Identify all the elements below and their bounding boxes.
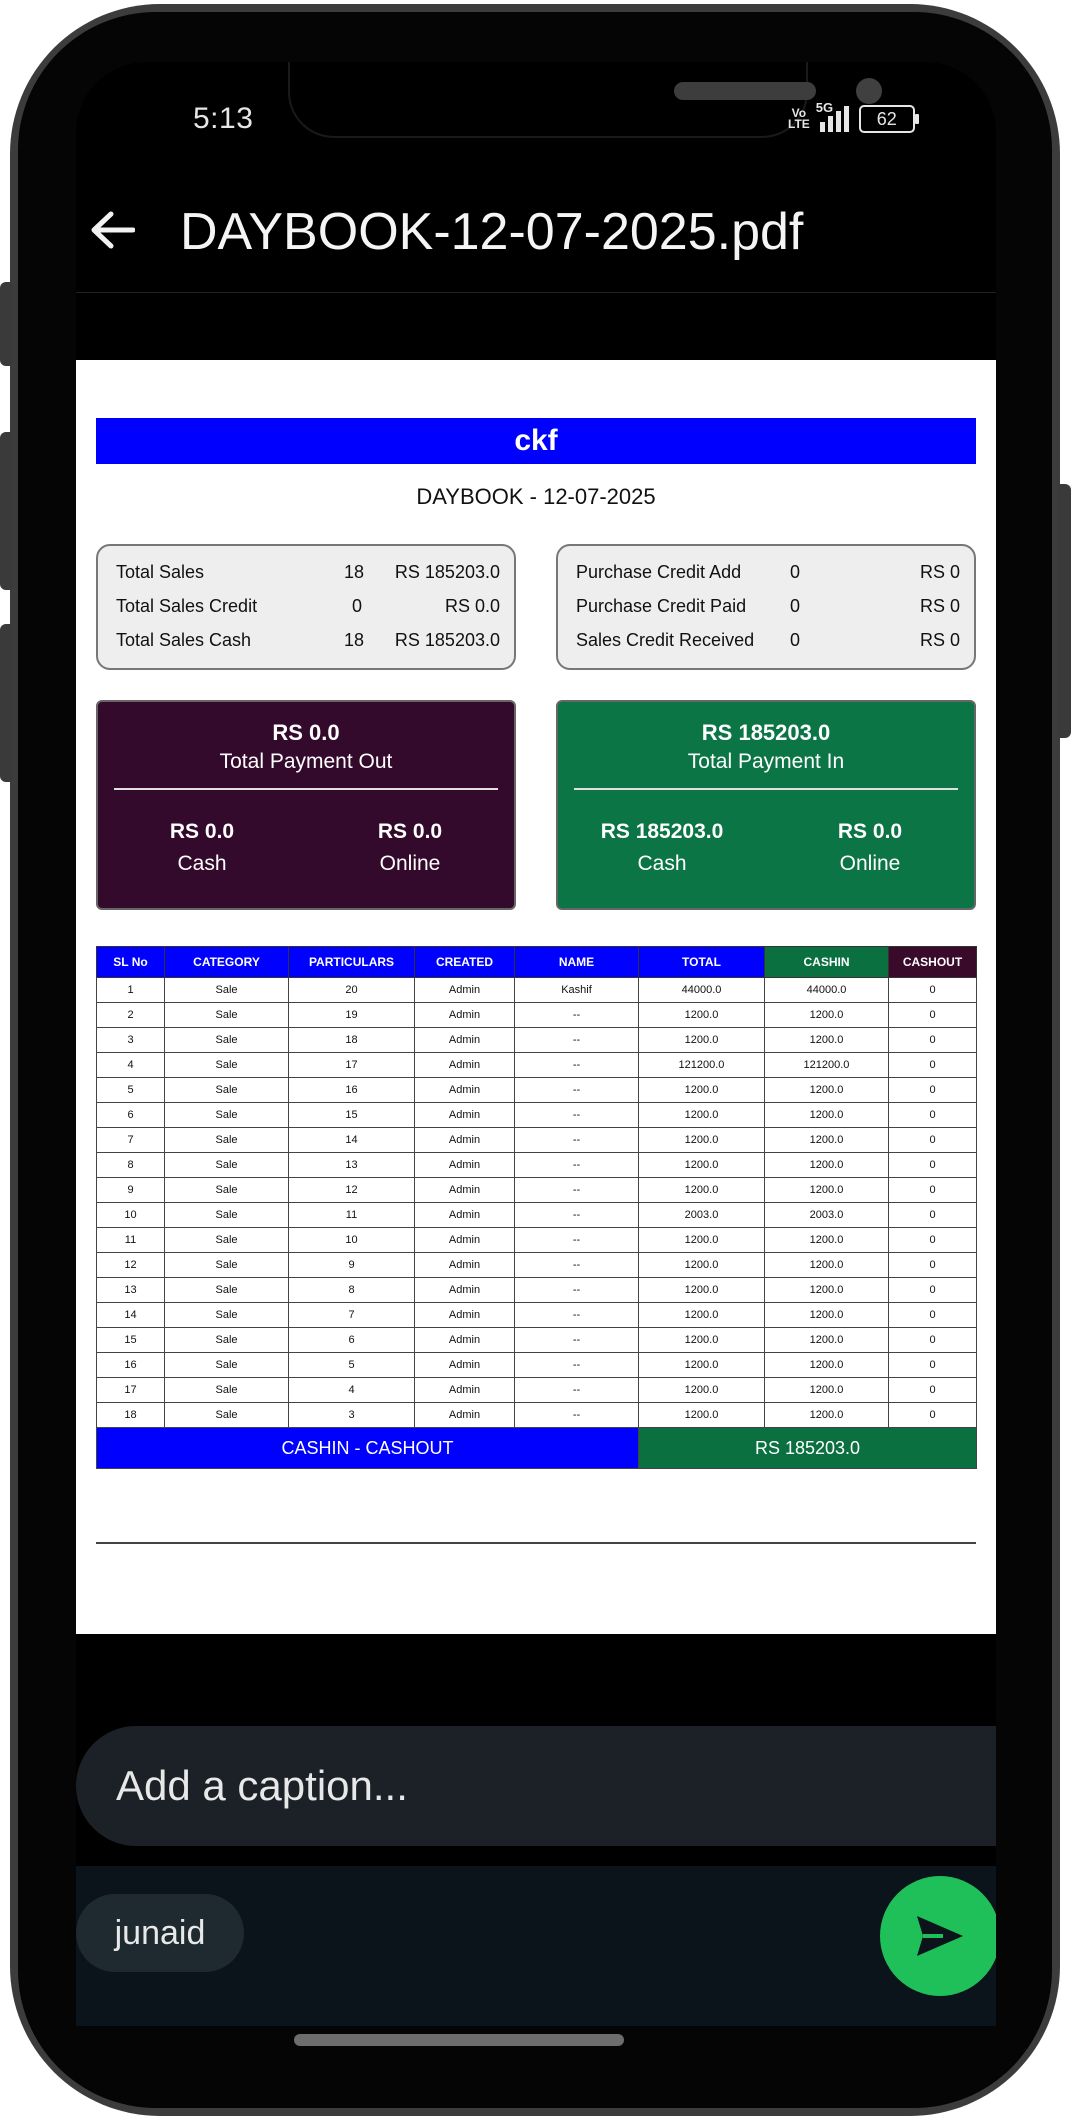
company-banner: ckf (96, 418, 976, 464)
table-cell: 0 (889, 1278, 977, 1303)
card-divider (574, 788, 958, 790)
table-cell: 8 (97, 1153, 165, 1178)
summary-row: Total Sales 18 RS 185203.0 (116, 562, 500, 582)
table-row (97, 1378, 977, 1403)
table-cell: Admin (415, 1203, 515, 1228)
table-cell: -- (515, 1203, 639, 1228)
table-cell: 1200.0 (765, 1003, 889, 1028)
table-cell: Sale (165, 1053, 289, 1078)
table-cell: Sale (165, 1228, 289, 1253)
header-divider (76, 292, 996, 293)
table-cell: 1200.0 (765, 1253, 889, 1278)
table-cell: 11 (289, 1203, 415, 1228)
signal-icon (815, 100, 849, 132)
table-row (97, 1203, 977, 1228)
table-cell: -- (515, 1228, 639, 1253)
table-cell: Sale (165, 1353, 289, 1378)
send-icon (913, 1912, 967, 1960)
column-header: CASHOUT (889, 947, 977, 978)
table-cell: 18 (97, 1403, 165, 1428)
table-cell: 1200.0 (765, 1078, 889, 1103)
table-cell: 16 (97, 1353, 165, 1378)
table-cell: Admin (415, 1403, 515, 1428)
table-cell: 2 (97, 1003, 165, 1028)
table-cell: Admin (415, 1078, 515, 1103)
side-button-volume-down (0, 624, 12, 782)
table-cell: 3 (97, 1028, 165, 1053)
table-cell: -- (515, 1353, 639, 1378)
table-cell: Sale (165, 978, 289, 1003)
table-cell: 13 (97, 1278, 165, 1303)
table-cell: 121200.0 (639, 1053, 765, 1078)
table-cell: Sale (165, 1003, 289, 1028)
table-cell: Sale (165, 1028, 289, 1053)
table-cell: 5 (97, 1078, 165, 1103)
table-cell: -- (515, 1328, 639, 1353)
table-cell: 1200.0 (765, 1153, 889, 1178)
table-cell: 12 (289, 1178, 415, 1203)
table-cell: 15 (289, 1103, 415, 1128)
notch (290, 62, 806, 136)
payment-in-label: Total Payment In (687, 750, 845, 773)
table-cell: Sale (165, 1153, 289, 1178)
table-cell: 1200.0 (639, 1253, 765, 1278)
table-cell: 0 (889, 1353, 977, 1378)
table-cell: 1200.0 (765, 1128, 889, 1153)
table-cell: Sale (165, 1328, 289, 1353)
table-row (97, 1028, 977, 1053)
table-cell: Admin (415, 1303, 515, 1328)
table-cell: -- (515, 1278, 639, 1303)
summary-row: Purchase Credit Add 0 RS 0 (576, 562, 960, 582)
pdf-page-preview[interactable] (76, 360, 996, 1634)
table-cell: 121200.0 (765, 1053, 889, 1078)
table-cell: 11 (97, 1228, 165, 1253)
table-cell: 1200.0 (765, 1228, 889, 1253)
table-cell: 1200.0 (765, 1378, 889, 1403)
table-cell: 0 (889, 1378, 977, 1403)
table-cell: Admin (415, 978, 515, 1003)
table-cell: Admin (415, 1178, 515, 1203)
column-header: SL No (97, 947, 165, 978)
table-row (97, 1153, 977, 1178)
payment-in-amount: RS 185203.0 (701, 720, 831, 745)
table-cell: 10 (97, 1203, 165, 1228)
table-cell: Sale (165, 1203, 289, 1228)
send-button[interactable] (880, 1876, 996, 1996)
table-row (97, 1303, 977, 1328)
table-row (97, 1228, 977, 1253)
table-cell: 44000.0 (765, 978, 889, 1003)
table-cell: 0 (889, 1328, 977, 1353)
table-cell: Admin (415, 1028, 515, 1053)
payment-out-card (96, 700, 516, 910)
table-row (97, 1078, 977, 1103)
viewer-header (76, 180, 996, 280)
table-cell: Admin (415, 1053, 515, 1078)
document-title: DAYBOOK-12-07-2025.pdf (180, 203, 804, 261)
table-cell: 1200.0 (639, 1153, 765, 1178)
table-cell: 0 (889, 1153, 977, 1178)
battery-icon: 62 (859, 105, 915, 133)
table-cell: -- (515, 1078, 639, 1103)
table-cell: Admin (415, 1153, 515, 1178)
table-cell: 1200.0 (639, 1103, 765, 1128)
table-cell: Admin (415, 1278, 515, 1303)
table-cell: Admin (415, 1378, 515, 1403)
table-cell: 1200.0 (765, 1178, 889, 1203)
table-cell: 0 (889, 978, 977, 1003)
table-cell: 4 (97, 1053, 165, 1078)
table-cell: Admin (415, 1328, 515, 1353)
arrow-left-icon (89, 210, 135, 250)
footer-value: RS 185203.0 (639, 1428, 977, 1469)
table-cell: -- (515, 1253, 639, 1278)
table-cell: 2003.0 (639, 1203, 765, 1228)
table-cell: 6 (289, 1328, 415, 1353)
table-cell: -- (515, 1378, 639, 1403)
table-cell: 1200.0 (639, 1353, 765, 1378)
side-button-action (0, 282, 12, 366)
table-cell: 1200.0 (639, 1178, 765, 1203)
payment-in-cash: RS 185203.0 Cash (600, 820, 724, 875)
table-cell: 1200.0 (639, 1078, 765, 1103)
table-cell: 0 (889, 1128, 977, 1153)
table-cell: 1200.0 (765, 1328, 889, 1353)
column-header: CATEGORY (165, 947, 289, 978)
table-cell: Sale (165, 1278, 289, 1303)
table-cell: -- (515, 1403, 639, 1428)
table-cell: -- (515, 1303, 639, 1328)
table-cell: -- (515, 1178, 639, 1203)
table-cell: 1200.0 (639, 1303, 765, 1328)
home-indicator[interactable] (294, 2034, 624, 2046)
summary-row: Total Sales Cash 18 RS 185203.0 (116, 630, 500, 650)
table-header-row (97, 947, 977, 978)
summary-row: Sales Credit Received 0 RS 0 (576, 630, 960, 650)
table-cell: 1200.0 (639, 1003, 765, 1028)
table-cell: 1200.0 (639, 1228, 765, 1253)
table-cell: Admin (415, 1103, 515, 1128)
table-cell: 7 (97, 1128, 165, 1153)
table-cell: Sale (165, 1378, 289, 1403)
table-cell: 0 (889, 1253, 977, 1278)
table-cell: 13 (289, 1153, 415, 1178)
table-cell: Kashif (515, 978, 639, 1003)
table-cell: 14 (289, 1128, 415, 1153)
table-row (97, 1353, 977, 1378)
table-cell: 1200.0 (765, 1278, 889, 1303)
table-row (97, 1278, 977, 1303)
payment-out-label: Total Payment Out (219, 750, 393, 773)
summary-row: Purchase Credit Paid 0 RS 0 (576, 596, 960, 616)
table-cell: 7 (289, 1303, 415, 1328)
payment-out-amount: RS 0.0 (272, 720, 340, 745)
volte-icon: Vo LTE (788, 106, 810, 131)
table-row (97, 978, 977, 1003)
page-rule (96, 1542, 976, 1544)
table-cell: 0 (889, 1228, 977, 1253)
table-cell: 10 (289, 1228, 415, 1253)
table-cell: 18 (289, 1028, 415, 1053)
table-body (97, 978, 977, 1428)
table-cell: 1200.0 (765, 1028, 889, 1053)
table-cell: Admin (415, 1253, 515, 1278)
table-cell: -- (515, 1103, 639, 1128)
table-cell: 1200.0 (765, 1103, 889, 1128)
table-cell: 44000.0 (639, 978, 765, 1003)
table-cell: 19 (289, 1003, 415, 1028)
transactions-table (96, 946, 977, 1469)
table-cell: 1200.0 (639, 1128, 765, 1153)
column-header: NAME (515, 947, 639, 978)
payment-out-online: RS 0.0 Online (377, 820, 443, 875)
table-cell: 1200.0 (639, 1403, 765, 1428)
payment-in-card (556, 700, 976, 910)
table-row (97, 1103, 977, 1128)
table-cell: 9 (289, 1253, 415, 1278)
table-cell: 2003.0 (765, 1203, 889, 1228)
status-time: 5:13 (193, 102, 254, 135)
table-cell: Sale (165, 1178, 289, 1203)
summary-row: Total Sales Credit 0 RS 0.0 (116, 596, 500, 616)
table-cell: 0 (889, 1178, 977, 1203)
front-camera (856, 78, 882, 104)
footer-label: CASHIN - CASHOUT (97, 1428, 639, 1469)
table-footer-row (97, 1428, 977, 1469)
table-cell: 1200.0 (765, 1353, 889, 1378)
table-row (97, 1053, 977, 1078)
column-header: CREATED (415, 947, 515, 978)
table-row (97, 1128, 977, 1153)
card-divider (114, 788, 498, 790)
table-cell: -- (515, 1053, 639, 1078)
caption-input[interactable] (76, 1726, 996, 1846)
table-cell: 6 (97, 1103, 165, 1128)
table-row (97, 1403, 977, 1428)
table-cell: 0 (889, 1203, 977, 1228)
table-row (97, 1178, 977, 1203)
table-cell: 0 (889, 1103, 977, 1128)
table-cell: Admin (415, 1128, 515, 1153)
daybook-heading: DAYBOOK - 12-07-2025 (416, 484, 656, 509)
column-header: CASHIN (765, 947, 889, 978)
send-panel (76, 1866, 996, 2026)
table-cell: Sale (165, 1078, 289, 1103)
table-cell: 5 (289, 1353, 415, 1378)
back-button[interactable] (82, 200, 142, 260)
table-cell: -- (515, 1028, 639, 1053)
sales-summary-box (96, 544, 516, 670)
table-cell: -- (515, 1153, 639, 1178)
table-cell: -- (515, 1003, 639, 1028)
table-cell: Admin (415, 1003, 515, 1028)
table-cell: 0 (889, 1078, 977, 1103)
speaker-grille (674, 82, 816, 100)
table-cell: 0 (889, 1303, 977, 1328)
table-cell: 1200.0 (765, 1303, 889, 1328)
table-cell: Sale (165, 1403, 289, 1428)
purchase-summary-box (556, 544, 976, 670)
phone-screen (76, 62, 996, 2026)
table-cell: 9 (97, 1178, 165, 1203)
side-button-power (1058, 484, 1071, 738)
payment-out-cash: RS 0.0 Cash (169, 820, 235, 875)
table-row (97, 1328, 977, 1353)
table-cell: 0 (889, 1053, 977, 1078)
table-cell: 20 (289, 978, 415, 1003)
table-cell: 0 (889, 1028, 977, 1053)
side-button-volume-up (0, 432, 12, 590)
table-cell: Admin (415, 1228, 515, 1253)
table-cell: 15 (97, 1328, 165, 1353)
table-cell: Sale (165, 1303, 289, 1328)
status-icons (788, 102, 915, 136)
table-cell: -- (515, 1128, 639, 1153)
table-cell: 3 (289, 1403, 415, 1428)
table-cell: Sale (165, 1128, 289, 1153)
table-cell: 14 (97, 1303, 165, 1328)
table-cell: 1200.0 (639, 1028, 765, 1053)
table-cell: 0 (889, 1003, 977, 1028)
table-cell: Admin (415, 1353, 515, 1378)
table-cell: 12 (97, 1253, 165, 1278)
table-cell: 1200.0 (639, 1278, 765, 1303)
table-cell: 4 (289, 1378, 415, 1403)
table-cell: 1200.0 (765, 1403, 889, 1428)
table-cell: 0 (889, 1403, 977, 1428)
table-row (97, 1003, 977, 1028)
table-cell: 8 (289, 1278, 415, 1303)
column-header: PARTICULARS (289, 947, 415, 978)
table-cell: 1200.0 (639, 1328, 765, 1353)
table-row (97, 1253, 977, 1278)
table-cell: 1200.0 (639, 1378, 765, 1403)
caption-placeholder: Add a caption... (116, 1762, 408, 1809)
table-cell: 16 (289, 1078, 415, 1103)
network-type: 5G (815, 100, 834, 115)
table-cell: 17 (97, 1378, 165, 1403)
table-cell: 1 (97, 978, 165, 1003)
recipient-chip[interactable]: junaid (76, 1894, 244, 1972)
table-cell: 17 (289, 1053, 415, 1078)
table-cell: Sale (165, 1253, 289, 1278)
column-header: TOTAL (639, 947, 765, 978)
table-cell: Sale (165, 1103, 289, 1128)
payment-in-online: RS 0.0 Online (837, 820, 903, 875)
